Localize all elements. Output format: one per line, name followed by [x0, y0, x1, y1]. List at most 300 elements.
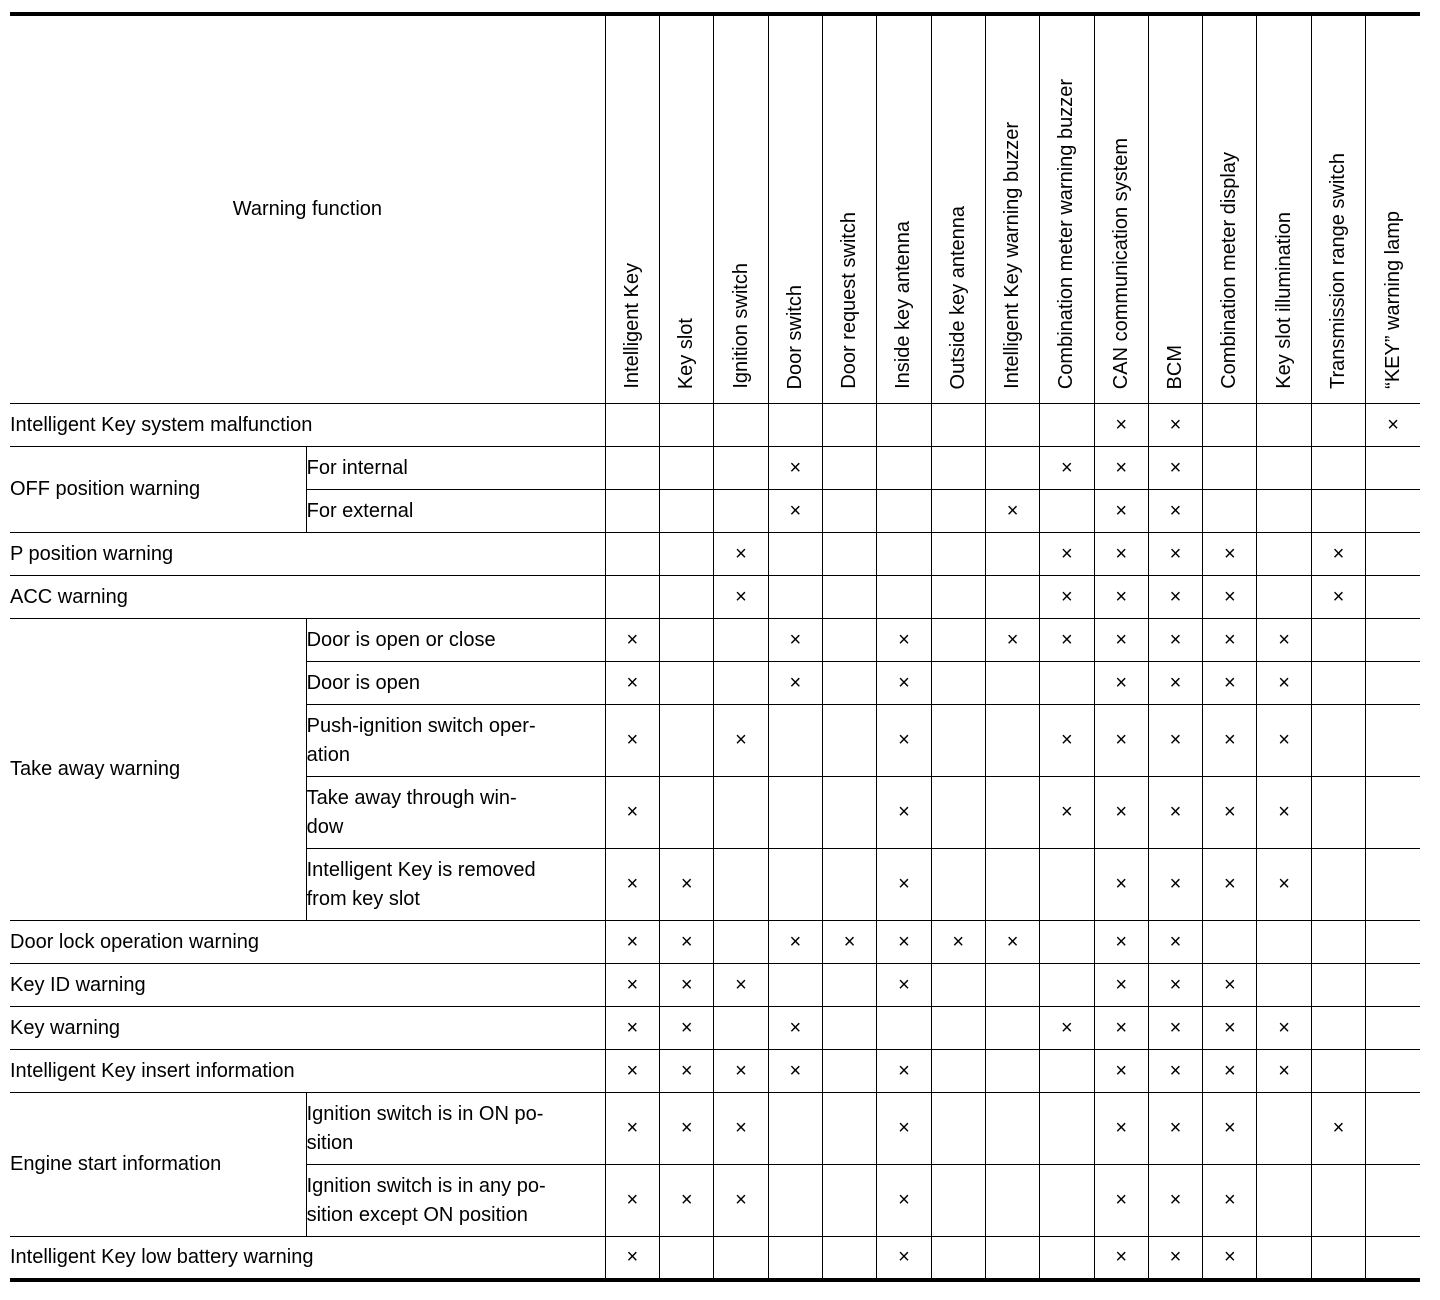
check-mark: ×	[1094, 777, 1148, 849]
empty-cell	[1311, 1237, 1365, 1280]
condition-cell	[306, 1165, 605, 1237]
check-mark: ×	[1148, 964, 1202, 1007]
check-mark: ×	[714, 1050, 768, 1093]
check-mark: ×	[1094, 849, 1148, 921]
empty-cell	[931, 849, 985, 921]
check-mark: ×	[605, 619, 659, 662]
check-mark: ×	[714, 705, 768, 777]
empty-cell	[1257, 404, 1311, 447]
empty-cell	[1366, 1050, 1420, 1093]
empty-cell	[1366, 1093, 1420, 1165]
check-mark: ×	[1040, 777, 1094, 849]
check-mark: ×	[877, 1237, 931, 1280]
empty-cell	[1366, 849, 1420, 921]
empty-cell	[605, 576, 659, 619]
check-mark: ×	[660, 1050, 714, 1093]
check-mark: ×	[605, 849, 659, 921]
check-mark: ×	[714, 576, 768, 619]
check-mark: ×	[877, 921, 931, 964]
table-row	[10, 1050, 1420, 1093]
check-mark: ×	[1257, 777, 1311, 849]
empty-cell	[714, 777, 768, 849]
empty-cell	[985, 1007, 1039, 1050]
empty-cell	[1257, 1093, 1311, 1165]
empty-cell	[1257, 490, 1311, 533]
check-mark: ×	[605, 1007, 659, 1050]
empty-cell	[605, 447, 659, 490]
check-mark: ×	[1094, 404, 1148, 447]
condition-line: Ignition switch is in any po-	[306, 1174, 546, 1197]
table-row	[10, 1093, 1420, 1165]
check-mark: ×	[877, 849, 931, 921]
empty-cell	[1366, 964, 1420, 1007]
check-mark: ×	[877, 1165, 931, 1237]
check-mark: ×	[605, 777, 659, 849]
check-mark: ×	[1094, 490, 1148, 533]
check-mark: ×	[1203, 619, 1257, 662]
empty-cell	[768, 964, 822, 1007]
check-mark: ×	[1311, 576, 1365, 619]
empty-cell	[931, 1050, 985, 1093]
empty-cell	[1366, 1007, 1420, 1050]
check-mark: ×	[1148, 1237, 1202, 1280]
col-header-transmission-range-switch: Transmission range switch	[1311, 14, 1365, 404]
empty-cell	[931, 447, 985, 490]
empty-cell	[931, 576, 985, 619]
check-mark: ×	[768, 662, 822, 705]
check-mark: ×	[714, 533, 768, 576]
check-mark: ×	[1203, 1050, 1257, 1093]
empty-cell	[822, 1093, 876, 1165]
check-mark: ×	[877, 964, 931, 1007]
condition-cell	[306, 490, 605, 533]
check-mark: ×	[768, 447, 822, 490]
col-header-outside-key-antenna: Outside key antenna	[931, 14, 985, 404]
col-header-door-switch: Door switch	[768, 14, 822, 404]
empty-cell	[660, 1237, 714, 1280]
empty-cell	[1366, 662, 1420, 705]
check-mark: ×	[1040, 705, 1094, 777]
condition-line: For external	[306, 499, 414, 522]
check-mark: ×	[1094, 1165, 1148, 1237]
table-row	[10, 964, 1420, 1007]
condition-line: For internal	[306, 456, 408, 479]
check-mark: ×	[1148, 1165, 1202, 1237]
warning-function-cell: Engine start information	[10, 1093, 306, 1237]
condition-line: Door is open	[306, 671, 421, 694]
empty-cell	[1366, 921, 1420, 964]
check-mark: ×	[1203, 849, 1257, 921]
col-header-door-request-switch: Door request switch	[822, 14, 876, 404]
condition-line: Door is open or close	[306, 628, 496, 651]
check-mark: ×	[1257, 705, 1311, 777]
empty-cell	[822, 533, 876, 576]
empty-cell	[1040, 490, 1094, 533]
col-header-can-communication-system: CAN communication system	[1094, 14, 1148, 404]
check-mark: ×	[1257, 1007, 1311, 1050]
condition-cell	[306, 662, 605, 705]
empty-cell	[822, 490, 876, 533]
check-mark: ×	[1148, 1050, 1202, 1093]
empty-cell	[1366, 447, 1420, 490]
warning-function-cell: Door lock operation warning	[10, 921, 605, 964]
empty-cell	[768, 1237, 822, 1280]
check-mark: ×	[1094, 705, 1148, 777]
warning-function-cell: Take away warning	[10, 619, 306, 921]
check-mark: ×	[1040, 619, 1094, 662]
empty-cell	[1203, 921, 1257, 964]
check-mark: ×	[1203, 1093, 1257, 1165]
empty-cell	[1257, 1165, 1311, 1237]
empty-cell	[714, 662, 768, 705]
empty-cell	[714, 1007, 768, 1050]
empty-cell	[1257, 1237, 1311, 1280]
check-mark: ×	[1203, 1165, 1257, 1237]
warning-function-cell: OFF position warning	[10, 447, 306, 533]
warning-function-cell: Key ID warning	[10, 964, 605, 1007]
check-mark: ×	[1148, 1007, 1202, 1050]
check-mark: ×	[877, 1050, 931, 1093]
empty-cell	[877, 533, 931, 576]
empty-cell	[660, 619, 714, 662]
empty-cell	[1040, 849, 1094, 921]
check-mark: ×	[1311, 1093, 1365, 1165]
check-mark: ×	[1094, 447, 1148, 490]
empty-cell	[1040, 662, 1094, 705]
check-mark: ×	[605, 1093, 659, 1165]
col-header-inside-key-antenna: Inside key antenna	[877, 14, 931, 404]
table-row	[10, 404, 1420, 447]
condition-line: ation	[306, 743, 350, 766]
table-row	[10, 576, 1420, 619]
empty-cell	[714, 921, 768, 964]
empty-cell	[1040, 1050, 1094, 1093]
empty-cell	[1366, 1165, 1420, 1237]
empty-cell	[1311, 1050, 1365, 1093]
check-mark: ×	[1257, 849, 1311, 921]
check-mark: ×	[1094, 921, 1148, 964]
empty-cell	[660, 447, 714, 490]
check-mark: ×	[1094, 1007, 1148, 1050]
empty-cell	[985, 1093, 1039, 1165]
empty-cell	[1257, 533, 1311, 576]
warning-function-cell: P position warning	[10, 533, 605, 576]
condition-line: Intelligent Key is removed	[306, 858, 536, 881]
empty-cell	[822, 447, 876, 490]
check-mark: ×	[1148, 1093, 1202, 1165]
empty-cell	[660, 576, 714, 619]
empty-cell	[822, 662, 876, 705]
check-mark: ×	[985, 619, 1039, 662]
empty-cell	[931, 1237, 985, 1280]
check-mark: ×	[605, 1165, 659, 1237]
warning-function-cell: ACC warning	[10, 576, 605, 619]
table-row	[10, 1007, 1420, 1050]
empty-cell	[714, 849, 768, 921]
empty-cell	[931, 1007, 985, 1050]
empty-cell	[931, 777, 985, 849]
col-header-key-slot-illumination: Key slot illumination	[1257, 14, 1311, 404]
check-mark: ×	[768, 921, 822, 964]
check-mark: ×	[1366, 404, 1420, 447]
check-mark: ×	[660, 921, 714, 964]
table-row	[10, 1237, 1420, 1280]
header-row	[10, 14, 1420, 404]
check-mark: ×	[1148, 447, 1202, 490]
check-mark: ×	[1148, 777, 1202, 849]
empty-cell	[985, 1050, 1039, 1093]
empty-cell	[714, 447, 768, 490]
empty-cell	[1366, 777, 1420, 849]
empty-cell	[931, 1093, 985, 1165]
empty-cell	[1203, 404, 1257, 447]
condition-line: Ignition switch is in ON po-	[306, 1102, 544, 1125]
check-mark: ×	[660, 964, 714, 1007]
empty-cell	[768, 777, 822, 849]
empty-cell	[1040, 1237, 1094, 1280]
empty-cell	[931, 619, 985, 662]
check-mark: ×	[660, 1007, 714, 1050]
condition-line: dow	[306, 815, 344, 838]
check-mark: ×	[1094, 533, 1148, 576]
empty-cell	[1311, 1007, 1365, 1050]
warning-function-cell: Intelligent Key system malfunction	[10, 404, 605, 447]
empty-cell	[931, 662, 985, 705]
empty-cell	[660, 777, 714, 849]
condition-cell	[306, 849, 605, 921]
empty-cell	[660, 705, 714, 777]
empty-cell	[877, 447, 931, 490]
empty-cell	[714, 404, 768, 447]
col-header-key-warning-lamp: “KEY” warning lamp	[1366, 14, 1420, 404]
check-mark: ×	[985, 921, 1039, 964]
check-mark: ×	[1203, 662, 1257, 705]
check-mark: ×	[605, 662, 659, 705]
empty-cell	[985, 662, 1039, 705]
warning-function-cell: Intelligent Key low battery warning	[10, 1237, 605, 1280]
empty-cell	[768, 533, 822, 576]
check-mark: ×	[1040, 533, 1094, 576]
condition-line: sition	[306, 1131, 354, 1154]
empty-cell	[768, 404, 822, 447]
check-mark: ×	[1203, 576, 1257, 619]
empty-cell	[714, 619, 768, 662]
check-mark: ×	[1257, 1050, 1311, 1093]
empty-cell	[931, 1165, 985, 1237]
empty-cell	[822, 964, 876, 1007]
check-mark: ×	[1203, 1237, 1257, 1280]
check-mark: ×	[877, 662, 931, 705]
warning-function-table	[10, 12, 1420, 1282]
empty-cell	[605, 490, 659, 533]
col-header-intelligent-key-warning-buzzer: Intelligent Key warning buzzer	[985, 14, 1039, 404]
empty-cell	[985, 404, 1039, 447]
col-header-combination-meter-warning-buzzer: Combination meter warning buzzer	[1040, 14, 1094, 404]
check-mark: ×	[1148, 490, 1202, 533]
empty-cell	[985, 849, 1039, 921]
empty-cell	[985, 964, 1039, 1007]
empty-cell	[1311, 490, 1365, 533]
empty-cell	[1203, 447, 1257, 490]
empty-cell	[877, 490, 931, 533]
check-mark: ×	[605, 1237, 659, 1280]
check-mark: ×	[1148, 404, 1202, 447]
check-mark: ×	[768, 1050, 822, 1093]
empty-cell	[877, 404, 931, 447]
col-header-intelligent-key: Intelligent Key	[605, 14, 659, 404]
empty-cell	[605, 533, 659, 576]
empty-cell	[985, 447, 1039, 490]
empty-cell	[1311, 404, 1365, 447]
empty-cell	[660, 490, 714, 533]
empty-cell	[1311, 1165, 1365, 1237]
check-mark: ×	[660, 849, 714, 921]
check-mark: ×	[1094, 576, 1148, 619]
empty-cell	[660, 662, 714, 705]
check-mark: ×	[605, 964, 659, 1007]
col-header-ignition-switch: Ignition switch	[714, 14, 768, 404]
check-mark: ×	[768, 490, 822, 533]
empty-cell	[931, 404, 985, 447]
empty-cell	[877, 1007, 931, 1050]
check-mark: ×	[1148, 533, 1202, 576]
check-mark: ×	[1203, 964, 1257, 1007]
empty-cell	[1366, 490, 1420, 533]
condition-line: sition except ON position	[306, 1203, 528, 1226]
empty-cell	[768, 849, 822, 921]
empty-cell	[1311, 921, 1365, 964]
empty-cell	[1311, 849, 1365, 921]
empty-cell	[931, 533, 985, 576]
empty-cell	[877, 576, 931, 619]
col-header-combination-meter-display: Combination meter display	[1203, 14, 1257, 404]
warning-function-cell: Intelligent Key insert information	[10, 1050, 605, 1093]
empty-cell	[768, 1165, 822, 1237]
check-mark: ×	[1040, 576, 1094, 619]
check-mark: ×	[1148, 619, 1202, 662]
check-mark: ×	[877, 619, 931, 662]
empty-cell	[1366, 619, 1420, 662]
check-mark: ×	[1257, 662, 1311, 705]
check-mark: ×	[1257, 619, 1311, 662]
empty-cell	[1311, 705, 1365, 777]
check-mark: ×	[985, 490, 1039, 533]
empty-cell	[1257, 921, 1311, 964]
empty-cell	[1040, 964, 1094, 1007]
check-mark: ×	[1203, 1007, 1257, 1050]
empty-cell	[822, 576, 876, 619]
empty-cell	[605, 404, 659, 447]
check-mark: ×	[1094, 964, 1148, 1007]
check-mark: ×	[877, 1093, 931, 1165]
condition-line: Take away through win-	[306, 786, 517, 809]
empty-cell	[714, 490, 768, 533]
check-mark: ×	[822, 921, 876, 964]
check-mark: ×	[1094, 1237, 1148, 1280]
empty-cell	[822, 705, 876, 777]
condition-line: from key slot	[306, 887, 420, 910]
empty-cell	[985, 576, 1039, 619]
check-mark: ×	[1148, 662, 1202, 705]
col-header-bcm: BCM	[1148, 14, 1202, 404]
table-row	[10, 921, 1420, 964]
empty-cell	[1366, 1237, 1420, 1280]
empty-cell	[985, 777, 1039, 849]
empty-cell	[660, 404, 714, 447]
table-row	[10, 619, 1420, 662]
check-mark: ×	[1040, 447, 1094, 490]
check-mark: ×	[1094, 619, 1148, 662]
check-mark: ×	[931, 921, 985, 964]
check-mark: ×	[1148, 705, 1202, 777]
check-mark: ×	[877, 777, 931, 849]
empty-cell	[822, 1007, 876, 1050]
empty-cell	[985, 1237, 1039, 1280]
condition-cell	[306, 705, 605, 777]
empty-cell	[822, 849, 876, 921]
table-row	[10, 447, 1420, 490]
table-row	[10, 533, 1420, 576]
check-mark: ×	[1203, 777, 1257, 849]
check-mark: ×	[714, 1165, 768, 1237]
empty-cell	[768, 705, 822, 777]
check-mark: ×	[1094, 1050, 1148, 1093]
empty-cell	[1257, 447, 1311, 490]
empty-cell	[822, 1050, 876, 1093]
empty-cell	[1257, 576, 1311, 619]
empty-cell	[1257, 964, 1311, 1007]
check-mark: ×	[1148, 849, 1202, 921]
empty-cell	[822, 777, 876, 849]
check-mark: ×	[768, 619, 822, 662]
empty-cell	[1311, 964, 1365, 1007]
empty-cell	[985, 705, 1039, 777]
check-mark: ×	[605, 921, 659, 964]
check-mark: ×	[1094, 662, 1148, 705]
check-mark: ×	[1148, 576, 1202, 619]
check-mark: ×	[1094, 1093, 1148, 1165]
empty-cell	[1311, 447, 1365, 490]
empty-cell	[1366, 705, 1420, 777]
col-header-key-slot: Key slot	[660, 14, 714, 404]
check-mark: ×	[1311, 533, 1365, 576]
empty-cell	[714, 1237, 768, 1280]
check-mark: ×	[877, 705, 931, 777]
check-mark: ×	[768, 1007, 822, 1050]
empty-cell	[822, 1165, 876, 1237]
check-mark: ×	[1148, 921, 1202, 964]
empty-cell	[1366, 533, 1420, 576]
condition-cell	[306, 619, 605, 662]
check-mark: ×	[605, 1050, 659, 1093]
empty-cell	[1366, 576, 1420, 619]
empty-cell	[1040, 1165, 1094, 1237]
check-mark: ×	[1040, 1007, 1094, 1050]
condition-cell	[306, 777, 605, 849]
empty-cell	[768, 576, 822, 619]
empty-cell	[1203, 490, 1257, 533]
check-mark: ×	[660, 1165, 714, 1237]
empty-cell	[1311, 662, 1365, 705]
empty-cell	[985, 533, 1039, 576]
empty-cell	[1311, 777, 1365, 849]
empty-cell	[822, 404, 876, 447]
warning-function-header: Warning function	[10, 14, 605, 404]
empty-cell	[660, 533, 714, 576]
empty-cell	[931, 964, 985, 1007]
condition-line: Push-ignition switch oper-	[306, 714, 536, 737]
check-mark: ×	[714, 1093, 768, 1165]
